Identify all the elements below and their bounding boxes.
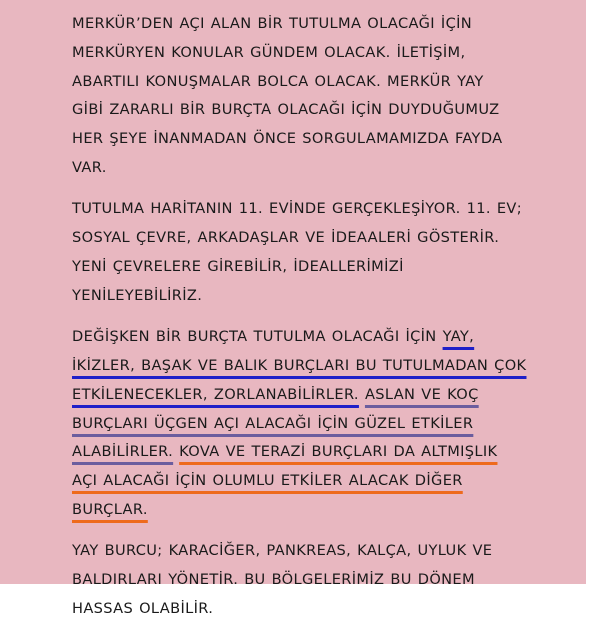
text-line: HASSAS OLABİLİR. [72,599,214,617]
text-line: VAR. [72,158,107,176]
paragraph-sagittarius-body [72,537,562,623]
text-line: SOSYAL ÇEVRE, ARKADAŞLAR VE İDEAALERİ GÖSTERİR. [72,229,500,247]
underlined-text-orange: KOVA VE TERAZİ BURÇLARI DA ALTMIŞLIK [179,443,498,461]
underlined-text-purple: BURÇLARI ÜÇGEN AÇI ALACAĞI İÇİN GÜZEL ETKİLER [72,414,474,432]
underlined-text-blue: YAY, [442,328,475,346]
text-line: ABARTILI KONUŞMALAR BOLCA OLACAK. MERKÜR YAY [72,72,484,90]
underlined-text-purple: ASLAN VE KOÇ [364,385,479,403]
underlined-text-orange: BURÇLAR. [72,500,148,518]
paragraph-sign-effects [72,323,562,525]
underlined-text-blue: İKİZLER, BAŞAK VE BALIK BURÇLARI BU TUTULMADAN ÇOK [72,356,527,374]
underlined-text-blue: ETKİLENECEKLER, ZORLANABİLİRLER. [72,385,359,403]
text-line: YAY BURCU; KARACİĞER, PANKREAS, KALÇA, UYLUK VE [72,542,493,560]
text-line: GİBİ ZARARLI BİR BURÇTA OLACAĞI İÇİN DUYDUĞUMUZ [72,101,500,119]
underlined-text-orange: AÇI ALACAĞI İÇİN OLUMLU ETKİLER ALACAK DİĞER [72,472,463,490]
text-line: BALDIRLARI YÖNETİR. BU BÖLGELERİMİZ BU DÖNEM [72,571,475,589]
text-line: TUTULMA HARİTANIN 11. EVİNDE GERÇEKLEŞİYOR. 11. EV; [72,200,523,218]
text-line: HER ŞEYE İNANMADAN ÖNCE SORGULAMAMIZDA FAYDA [72,130,503,148]
text-line: YENİ ÇEVRELERE GİREBİLİR, İDEALLERİMİZİ [72,257,404,275]
paragraph-mercury-eclipse [72,10,562,183]
text-line: MERKÜRYEN KONULAR GÜNDEM OLACAK. İLETİŞİM, [72,43,466,61]
paragraph-eleventh-house [72,195,562,310]
text-segment: DEĞİŞKEN BİR BURÇTA TUTULMA OLACAĞI İÇİN [72,328,443,346]
text-line: MERKÜR’DEN AÇI ALAN BİR TUTULMA OLACAĞI İÇİN [72,15,473,32]
document-text [72,10,562,636]
underlined-text-purple: ALABİLİRLER. [72,443,174,461]
text-line: YENİLEYEBİLİRİZ. [72,286,203,304]
